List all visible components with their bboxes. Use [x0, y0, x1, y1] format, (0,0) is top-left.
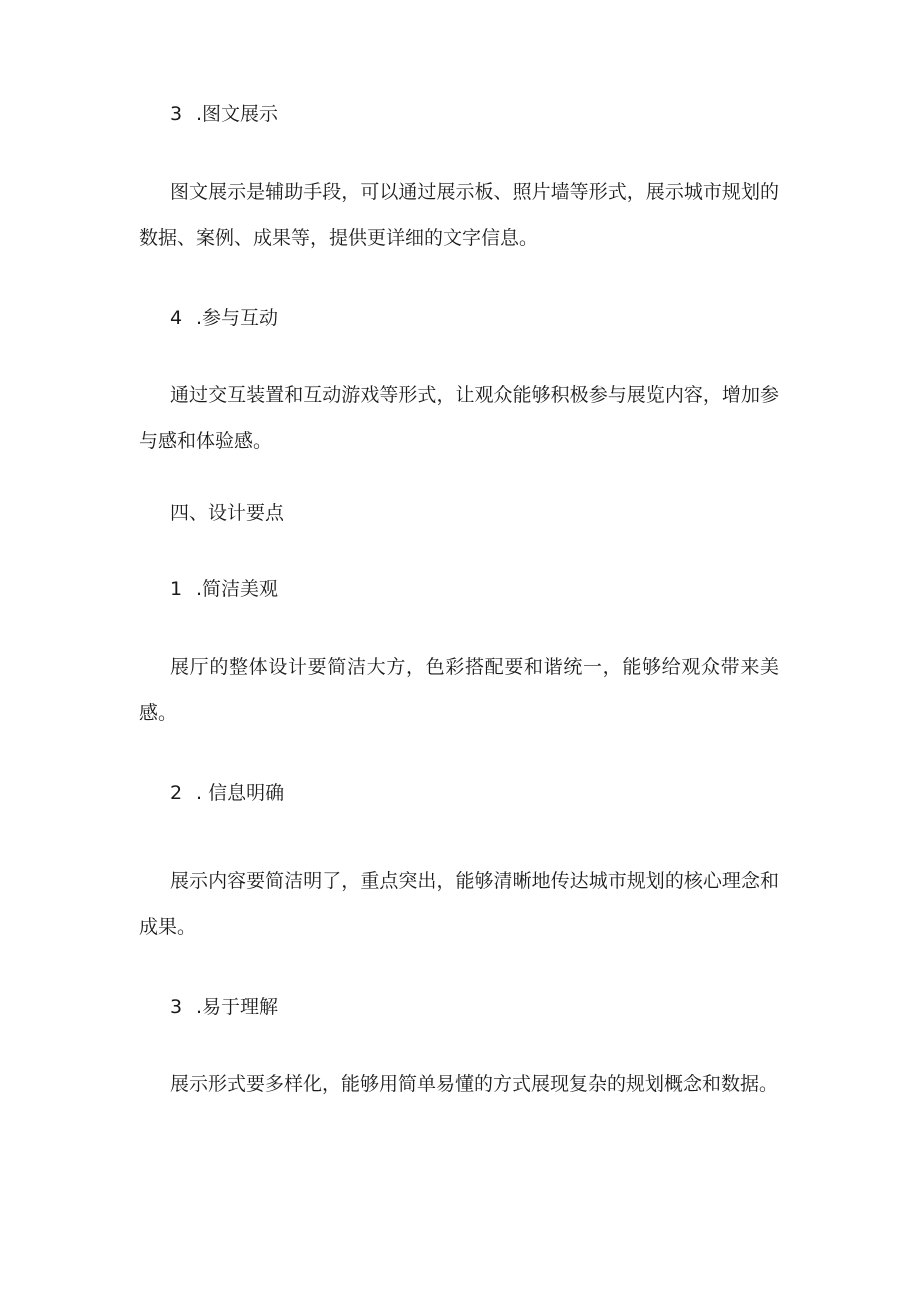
paragraph-clear-info: 展示内容要简洁明了，重点突出，能够清晰地传达城市规划的核心理念和成果。 — [139, 870, 779, 938]
section-heading-3-easy-understand — [170, 995, 278, 1019]
heading-text: . 信息明确 — [196, 782, 285, 804]
heading-number: 3 — [170, 103, 183, 125]
paragraph-easy-understand: 展示形式要多样化，能够用简单易懂的方式展现复杂的规划概念和数据。 — [170, 1073, 779, 1095]
heading-text: .参与互动 — [196, 307, 279, 329]
heading-text: 四、设计要点 — [170, 502, 285, 524]
chapter-heading-design-points — [170, 501, 284, 525]
paragraph-graphic-display: 图文展示是辅助手段，可以通过展示板、照片墙等形式，展示城市规划的数据、案例、成果等，提供更详细的文字信息。 — [139, 181, 779, 249]
section-heading-4-participation — [170, 306, 278, 330]
heading-number: 2 — [170, 782, 183, 804]
heading-number: 1 — [170, 578, 183, 600]
paragraph-simple-beautiful: 展厅的整体设计要简洁大方，色彩搭配要和谐统一，能够给观众带来美感。 — [139, 656, 779, 724]
heading-text: .图文展示 — [196, 103, 279, 125]
heading-number: 4 — [170, 307, 183, 329]
section-heading-3-graphic-display — [170, 102, 278, 126]
heading-text: .易于理解 — [196, 996, 279, 1018]
section-heading-1-simple-beautiful — [170, 577, 278, 601]
heading-number: 3 — [170, 996, 183, 1018]
section-heading-2-clear-info — [170, 781, 284, 805]
paragraph-participation: 通过交互装置和互动游戏等形式，让观众能够积极参与展览内容，增加参与感和体验感。 — [139, 384, 779, 452]
heading-text: .简洁美观 — [196, 578, 279, 600]
